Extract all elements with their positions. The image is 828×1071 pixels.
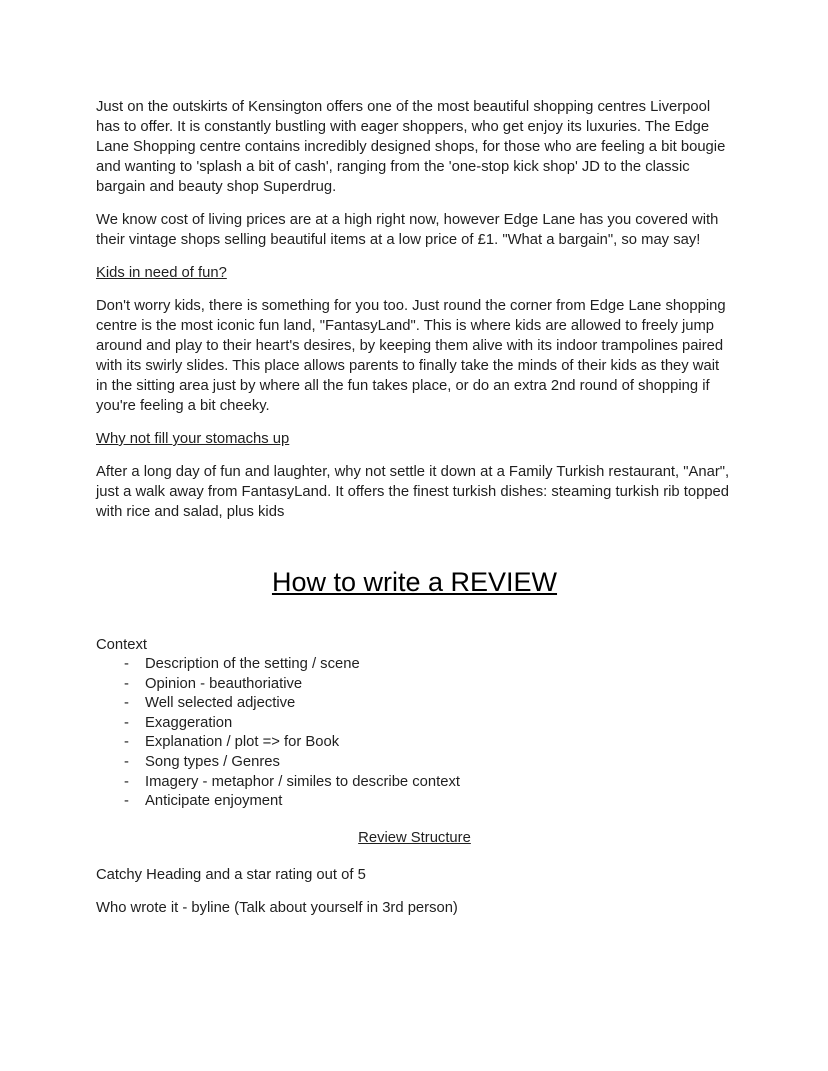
list-item-text: - Well selected adjective bbox=[145, 695, 296, 712]
heading-fill-your-stomachs: Why not fill your stomachs up bbox=[96, 431, 290, 447]
paragraph-food: After a long day of fun and laughter, why not settle it down at a Family Turkish restaurant, "Anar", just a walk away from FantasyLand. It offers the finest turkish dishes: steaming turkish rib topped with rice and salad, plus kids bbox=[96, 464, 730, 520]
list-item bbox=[96, 675, 733, 695]
paragraph-intro: Just on the outskirts of Kensington offers one of the most beautiful shopping centres Liverpool has to offer. It is constantly bustling with eager shoppers, who get enjoy its luxuries. The Edge Lane Shopping centre contains incredibly designed shops, for those who are feeling a bit bougie and wanting to 'splash a bit of cash', ranging from the 'one-stop kick shop' JD to the classic bargain and beauty shop Superdrug. bbox=[96, 99, 726, 195]
list-item bbox=[96, 792, 733, 812]
list-item bbox=[96, 753, 733, 773]
list-item-text: - Anticipate enjoyment bbox=[145, 793, 283, 810]
heading-kids-in-need-of-fun: Kids in need of fun? bbox=[96, 265, 227, 281]
list-item bbox=[96, 655, 733, 675]
structure-line-byline: Who wrote it - byline (Talk about yourself in 3rd person) bbox=[96, 899, 458, 916]
list-item-text: - Song types / Genres bbox=[145, 753, 280, 770]
list-item-text: - Imagery - metaphor / similes to describe context bbox=[145, 773, 460, 790]
paragraph-bargain: We know cost of living prices are at a high right now, however Edge Lane has you covered with their vintage shops selling beautiful items at a low price of £1. "What a bargain", so may say! bbox=[96, 212, 719, 248]
context-label: Context bbox=[96, 637, 147, 653]
list-item-text: - Exaggeration bbox=[145, 714, 233, 731]
heading-review-structure: Review Structure bbox=[358, 829, 471, 846]
list-item bbox=[96, 733, 733, 753]
list-item bbox=[96, 773, 733, 793]
structure-line-catchy-heading: Catchy Heading and a star rating out of 5 bbox=[96, 866, 366, 883]
paragraph-kids: Don't worry kids, there is something for you too. Just round the corner from Edge Lane shopping centre is the most iconic fun land, "FantasyLand". This is where kids are allowed to freely jump around and play to their heart's desires, by keeping them alive with its indoor trampolines paired with its swirly slides. This place allows parents to finally take the minds of their kids as they wait in the sitting area just by where all the fun takes place, or do an extra 2nd round of shopping if you're feeling a bit cheeky. bbox=[96, 298, 726, 414]
list-item bbox=[96, 694, 733, 714]
list-item-text: - Opinion - beauthoriative bbox=[145, 675, 303, 692]
list-item-text: - Description of the setting / scene bbox=[145, 656, 360, 672]
list-item-text: - Explanation / plot => for Book bbox=[145, 734, 340, 751]
context-list bbox=[96, 655, 733, 812]
list-item bbox=[96, 714, 733, 734]
page-title-how-to-write-a-review: How to write a REVIEW bbox=[271, 567, 558, 597]
